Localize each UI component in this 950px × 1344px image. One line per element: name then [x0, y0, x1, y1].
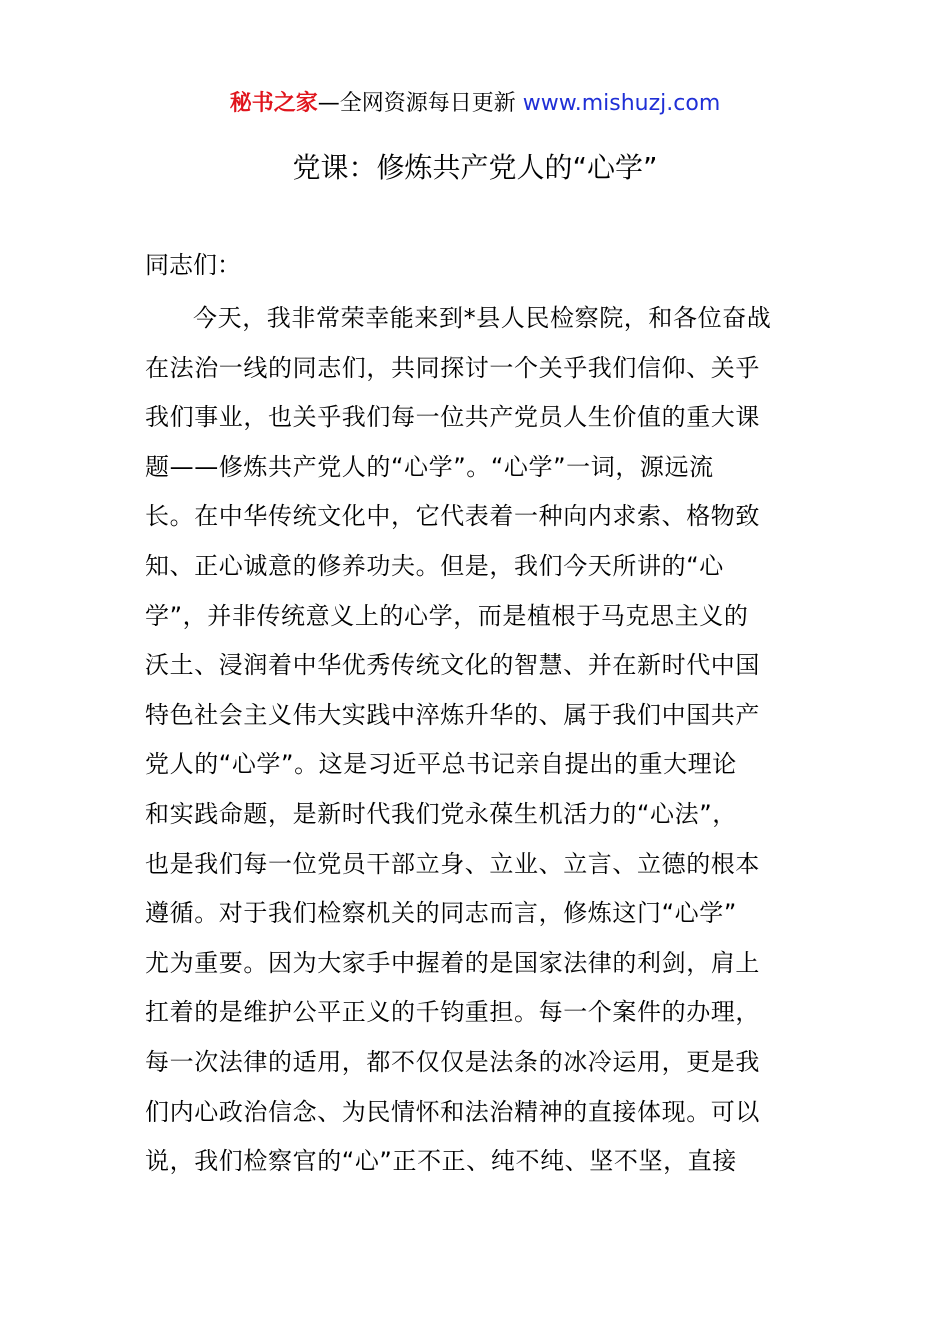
paragraph-line: 特色社会主义伟大实践中淬炼升华的、属于我们中国共产 [145, 700, 760, 729]
paragraph-line: 和实践命题，是新时代我们党永葆生机活力的“心法”， [145, 799, 737, 828]
paragraph-line: 扛着的是维护公平正义的千钧重担。每一个案件的办理， [145, 998, 760, 1027]
paragraph-line: 沃土、浸润着中华优秀传统文化的智慧、并在新时代中国 [145, 651, 760, 680]
paragraph-line: 尤为重要。因为大家手中握着的是国家法律的利剑，肩上 [145, 948, 760, 977]
paragraph-line: 每一次法律的适用，都不仅仅是法条的冰冷运用，更是我 [145, 1047, 760, 1076]
paragraph-line: 题——修炼共产党人的“心学”。“心学”一词，源远流 [145, 452, 714, 481]
paragraph-line: 在法治一线的同志们，共同探讨一个关乎我们信仰、关乎 [145, 353, 760, 382]
paragraph-line: 也是我们每一位党员干部立身、立业、立言、立德的根本 [145, 849, 760, 878]
paragraph-line: 长。在中华传统文化中，它代表着一种向内求索、格物致 [145, 502, 760, 531]
paragraph-line: 今天，我非常荣幸能来到*县人民检察院，和各位奋战 [193, 304, 772, 332]
paragraph-line: 党人的“心学”。这是习近平总书记亲自提出的重大理论 [145, 750, 737, 779]
paragraph-line: 我们事业，也关乎我们每一位共产党员人生价值的重大课 [145, 403, 760, 432]
site-tagline: —全网资源每日更新 [317, 91, 523, 116]
paragraph-line: 们内心政治信念、为民情怀和法治精神的直接体现。可以 [145, 1097, 760, 1126]
salutation: 同志们： [145, 251, 241, 279]
site-header [0, 88, 950, 120]
paragraph-line: 学”，并非传统意义上的心学，而是植根于马克思主义的 [145, 601, 749, 630]
paragraph-line: 说，我们检察官的“心”正不正、纯不纯、坚不坚，直接 [145, 1147, 737, 1176]
paragraph-line: 知、正心诚意的修养功夫。但是，我们今天所讲的“心 [145, 551, 724, 580]
brand-name: 秘书之家 [229, 91, 318, 116]
document-title: 党课：修炼共产党人的“心学” [292, 151, 658, 184]
body-paragraph [145, 294, 810, 1187]
paragraph-line: 遵循。对于我们检察机关的同志而言，修炼这门“心学” [145, 899, 737, 928]
site-url-link[interactable]: www.mishuzj.com [522, 91, 721, 116]
